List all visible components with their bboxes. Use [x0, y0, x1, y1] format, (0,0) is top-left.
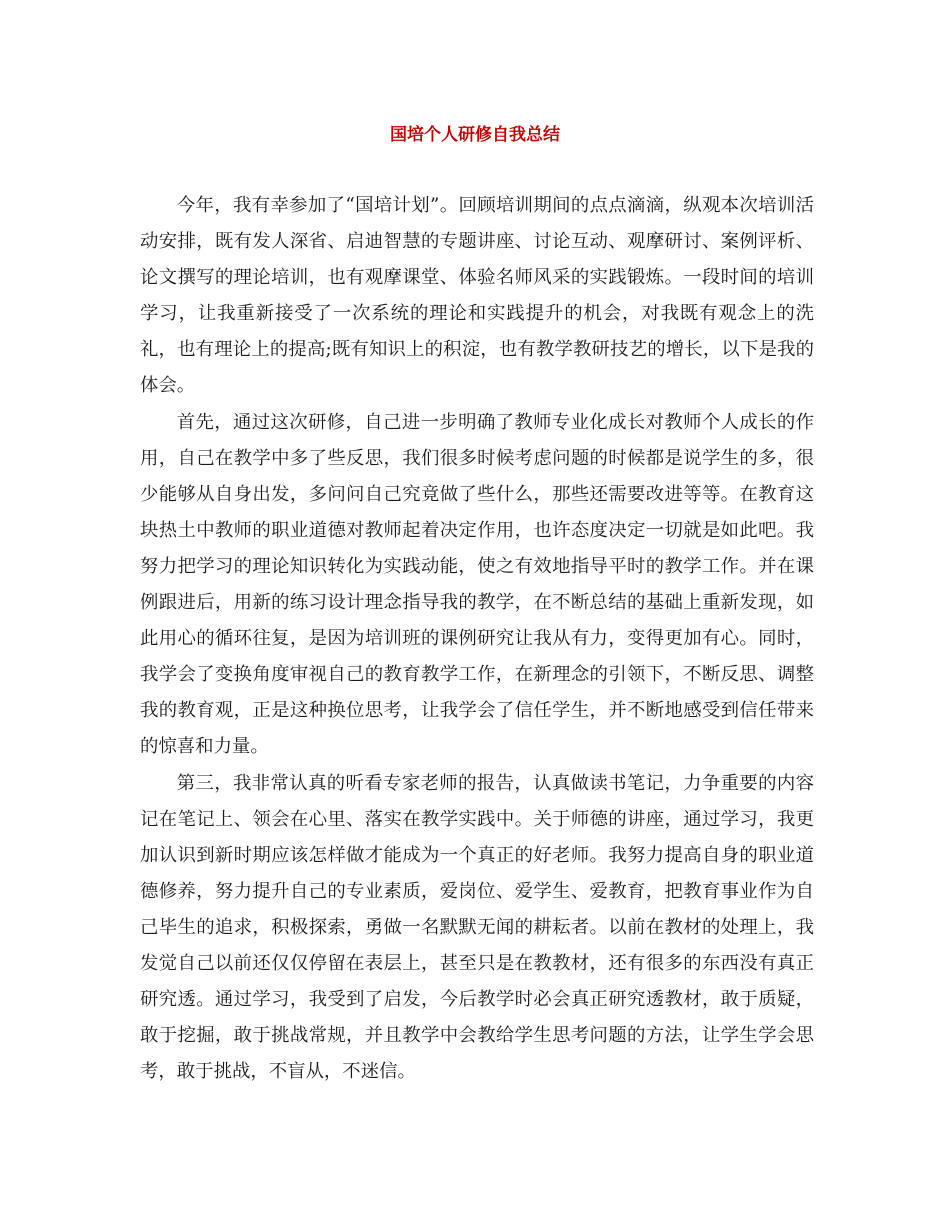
- paragraph-intro: 今年，我有幸参加了“国培计划”。回顾培训期间的点点滴滴，纵观本次培训活动安排，既有发人深省、启迪智慧的专题讲座、讨论互动、观摩研讨、案例评析、论文撰写的理论培训，也有观摩课堂、体验名师风采的实践锻炼。一段时间的培训学习，让我重新接受了一次系统的理论和实践提升的机会，对我既有观念上的洗礼，也有理论上的提高;既有知识上的积淀，也有教学教研技艺的增长，以下是我的体会。: [140, 195, 814, 397]
- document-title: 国培个人研修自我总结: [390, 125, 560, 145]
- document-body: [140, 188, 814, 1090]
- paragraph-third: 第三，我非常认真的听看专家老师的报告，认真做读书笔记，力争重要的内容记在笔记上、领会在心里、落实在教学实践中。关于师德的讲座，通过学习，我更加认识到新时期应该怎样做才能成为一个真正的好老师。我努力提高自身的职业道德修养，努力提升自己的专业素质，爱岗位、爱学生、爱教育，把教育事业作为自己毕生的追求，积极探索，勇做一名默默无闻的耕耘者。以前在教材的处理上，我发觉自己以前还仅仅停留在表层上，甚至只是在教教材，还有很多的东西没有真正研究透。通过学习，我受到了启发，今后教学时必会真正研究透教材，敢于质疑，敢于挖掘，敢于挑战常规，并且教学中会教给学生思考问题的方法，让学生学会思考，敢于挑战，不盲从，不迷信。: [140, 772, 814, 1083]
- paragraph-first: 首先，通过这次研修，自己进一步明确了教师专业化成长对教师个人成长的作用，自己在教学中多了些反思，我们很多时候考虑问题的时候都是说学生的多，很少能够从自身出发，多问问自己究竟做了些什么，那些还需要改进等等。在教育这块热土中教师的职业道德对教师起着决定作用，也许态度决定一切就是如此吧。我努力把学习的理论知识转化为实践动能，使之有效地指导平时的教学工作。并在课例跟进后，用新的练习设计理念指导我的教学，在不断总结的基础上重新发现，如此用心的循环往复，是因为培训班的课例研究让我从有力，变得更加有心。同时，我学会了变换角度审视自己的教育教学工作，在新理念的引领下，不断反思、调整我的教育观，正是这种换位思考，让我学会了信任学生，并不断地感受到信任带来的惊喜和力量。: [140, 411, 814, 758]
